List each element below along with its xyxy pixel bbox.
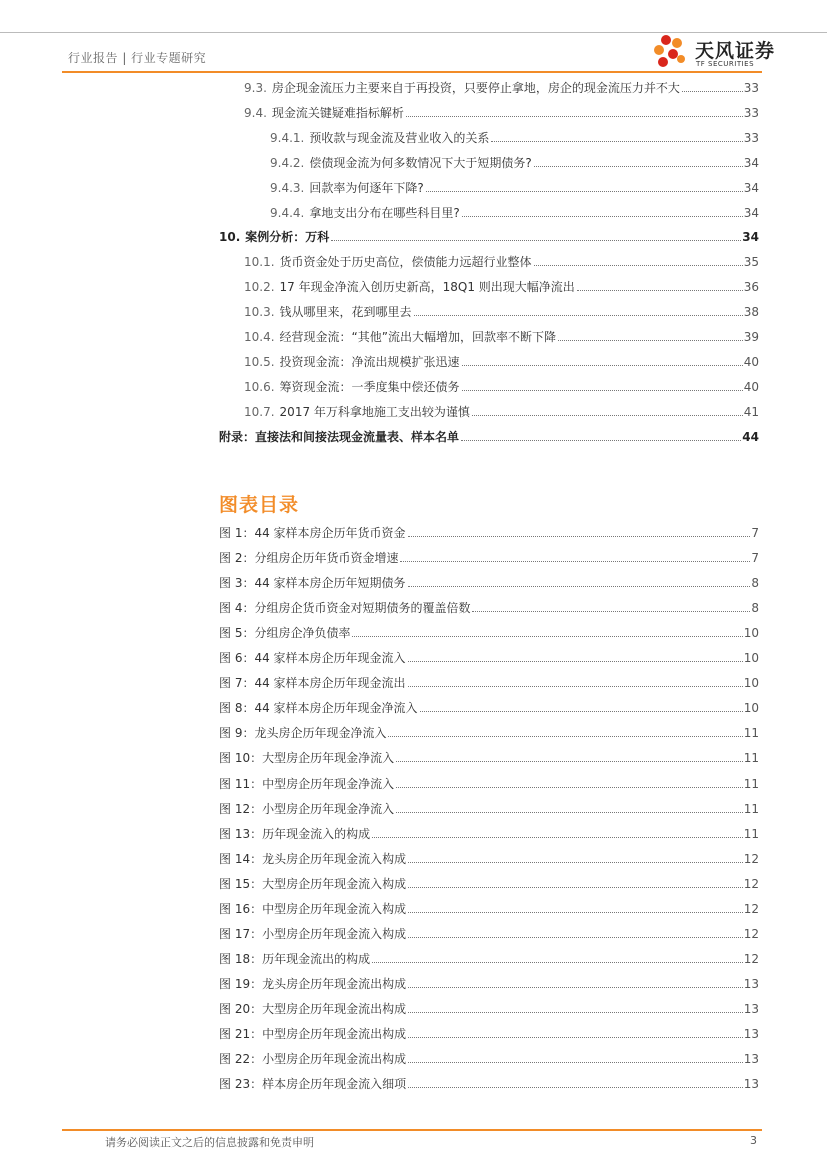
dot-leader <box>372 836 743 838</box>
toc-entry-number: 9.3. <box>244 81 267 95</box>
toc-entry[interactable] <box>244 254 759 270</box>
dot-leader <box>396 760 743 762</box>
footer-disclaimer: 请务必阅读正文之后的信息披露和免责申明 <box>105 1136 314 1149</box>
dot-leader <box>408 1086 743 1088</box>
toc-entry-page: 41 <box>743 404 759 419</box>
figure-entry[interactable] <box>219 1051 759 1067</box>
figure-entry[interactable] <box>219 675 759 691</box>
figure-entry-page: 12 <box>743 851 759 866</box>
figure-entry[interactable] <box>219 1026 759 1042</box>
toc-entry-title: 附录：直接法和间接法现金流量表、样本名单 <box>219 429 460 444</box>
figure-entry[interactable] <box>219 1076 759 1092</box>
toc-entry[interactable] <box>270 180 759 196</box>
toc-entry[interactable] <box>270 155 759 171</box>
dot-leader <box>400 560 750 562</box>
figure-entry-title: 图 17：小型房企历年现金流入构成 <box>219 926 407 941</box>
figure-entry-title: 图 11：中型房企历年现金净流入 <box>219 776 395 791</box>
toc-entry[interactable] <box>244 354 759 370</box>
header-rule <box>62 71 762 73</box>
dot-leader <box>408 886 743 888</box>
toc-entry-page: 34 <box>743 155 759 170</box>
toc-entry[interactable] <box>219 229 759 245</box>
dot-leader <box>462 364 743 366</box>
figure-entry[interactable] <box>219 951 759 967</box>
toc-entry[interactable] <box>244 279 759 295</box>
dot-leader <box>491 140 742 142</box>
figure-entry-title: 图 10：大型房企历年现金净流入 <box>219 751 395 766</box>
toc-entry[interactable] <box>244 329 759 345</box>
toc-entry[interactable] <box>244 80 759 96</box>
figure-entry-title: 图 22：小型房企历年现金流出构成 <box>219 1052 407 1067</box>
figure-entry-page: 10 <box>743 701 759 716</box>
toc-entry-page: 33 <box>743 105 759 120</box>
figure-entry-title: 图 23：样本房企历年现金流入细项 <box>219 1077 407 1092</box>
figure-entry-title: 图 5：分组房企净负债率 <box>219 626 351 641</box>
figure-entry-page: 12 <box>743 926 759 941</box>
dot-leader <box>408 1061 743 1063</box>
toc-entry-page: 40 <box>743 354 759 369</box>
toc-entry-number: 9.4.2. <box>270 155 305 170</box>
figure-entry-title: 图 8：44 家样本房企历年现金净流入 <box>219 701 418 716</box>
toc-entry-page: 34 <box>742 230 759 245</box>
toc-entry-page: 39 <box>743 330 759 344</box>
figure-entry-title: 图 14：龙头房企历年现金流入构成 <box>219 851 407 866</box>
toc-entry-title: 筹资现金流：一季度集中偿还债务 <box>279 379 460 394</box>
dot-leader <box>462 215 743 217</box>
toc-entry-page: 34 <box>743 180 759 195</box>
dot-leader <box>682 90 743 92</box>
dot-leader <box>408 1011 743 1013</box>
toc-entry-page: 34 <box>743 205 759 220</box>
dot-leader <box>426 190 743 192</box>
toc-entry-title: 投资现金流：净流出规模扩张迅速 <box>279 354 460 369</box>
figure-entry-title: 图 2：分组房企历年货币资金增速 <box>219 551 399 566</box>
figure-entry-title: 图 4：分组房企货币资金对短期债务的覆盖倍数 <box>219 601 471 616</box>
toc-entry-number: 10.5. <box>244 354 275 369</box>
toc-entry-title: 现金流关键疑难指标解析 <box>271 105 404 120</box>
toc-entry-number: 10.7. <box>244 404 275 419</box>
dot-leader <box>472 414 743 416</box>
figure-entry[interactable] <box>219 600 759 616</box>
toc-entry[interactable] <box>244 105 759 121</box>
figure-entry[interactable] <box>219 976 759 992</box>
toc-entry-page: 36 <box>743 280 759 295</box>
dot-leader <box>534 165 743 167</box>
figure-entry[interactable] <box>219 776 759 792</box>
logo-chinese-name: 天风证券 <box>695 40 776 62</box>
figures-section-title: 图表目录 <box>219 494 300 516</box>
figure-entry-title: 图 3：44 家样本房企历年短期债务 <box>219 576 406 591</box>
toc-entry-title: 经营现金流：“其他”流出大幅增加，回款率不断下降 <box>279 330 556 344</box>
figure-entry-page: 11 <box>743 826 759 841</box>
figure-entry-title: 图 9：龙头房企历年现金净流入 <box>219 726 387 741</box>
dot-leader <box>408 986 743 988</box>
figure-entry-title: 图 19：龙头房企历年现金流出构成 <box>219 976 407 991</box>
dot-leader <box>414 314 743 316</box>
figure-entry-title: 图 6：44 家样本房企历年现金流入 <box>219 651 406 666</box>
dot-leader <box>420 710 743 712</box>
toc-entry-title: 预收款与现金流及营业收入的关系 <box>309 130 490 145</box>
dot-leader <box>331 239 741 241</box>
toc-entry-title: 钱从哪里来，花到哪里去 <box>279 305 412 320</box>
dot-leader <box>396 786 743 788</box>
page-number: 3 <box>750 1134 757 1147</box>
company-logo <box>652 32 776 70</box>
toc-entry-number: 9.4.4. <box>270 205 305 220</box>
dot-leader <box>372 961 743 963</box>
dot-leader <box>408 936 743 938</box>
figure-entry-title: 图 12：小型房企历年现金净流入 <box>219 801 395 816</box>
dot-leader <box>408 685 743 687</box>
toc-entry-number: 10.1. <box>244 255 275 270</box>
dot-leader <box>408 1036 743 1038</box>
toc-entry[interactable] <box>244 379 759 395</box>
figure-entry[interactable] <box>219 625 759 641</box>
toc-entry[interactable] <box>219 429 759 445</box>
toc-entry-title: 案例分析：万科 <box>245 230 330 245</box>
toc-entry-number: 10.2. <box>244 280 275 295</box>
figure-entry-page: 13 <box>743 1027 759 1041</box>
figure-entry[interactable] <box>219 750 759 766</box>
figure-entry-page: 11 <box>743 751 759 766</box>
figure-entry[interactable] <box>219 700 759 716</box>
dot-leader <box>462 389 743 391</box>
dot-leader <box>408 585 751 587</box>
toc-entry[interactable] <box>244 304 759 320</box>
footer-rule <box>62 1129 762 1131</box>
dot-leader <box>408 911 743 913</box>
toc-entry[interactable] <box>244 404 759 420</box>
toc-entry-title: 拿地支出分布在哪些科目里? <box>309 205 460 220</box>
figure-entry[interactable] <box>219 525 759 541</box>
figure-entry-page: 13 <box>743 1001 759 1016</box>
figure-entry-page: 12 <box>743 876 759 891</box>
dot-leader <box>408 535 751 537</box>
figure-entry-title: 图 7：44 家样本房企历年现金流出 <box>219 676 406 691</box>
toc-entry-page: 33 <box>743 81 759 95</box>
figure-entry-title: 图 21：中型房企历年现金流出构成 <box>219 1027 407 1041</box>
figure-entry-title: 图 20：大型房企历年现金流出构成 <box>219 1001 407 1016</box>
figure-entry-page: 13 <box>743 976 759 991</box>
dot-leader <box>408 861 743 863</box>
figure-entry-page: 10 <box>743 626 759 641</box>
toc-entry-page: 40 <box>743 379 759 394</box>
dot-leader <box>577 289 743 291</box>
dot-leader <box>396 811 743 813</box>
toc-entry-page: 44 <box>742 429 759 444</box>
figure-entry-title: 图 18：历年现金流出的构成 <box>219 951 371 966</box>
toc-entry-number: 10. <box>219 230 241 245</box>
figure-entry-page: 12 <box>743 951 759 966</box>
toc-entry-number: 10.4. <box>244 330 275 344</box>
header-breadcrumb: 行业报告 | 行业专题研究 <box>68 51 207 65</box>
figure-entry[interactable] <box>219 725 759 741</box>
toc-entry-page: 35 <box>743 255 759 270</box>
figure-entry-page: 11 <box>743 776 759 791</box>
figure-entry[interactable] <box>219 826 759 842</box>
dot-leader <box>408 660 743 662</box>
figure-entry-page: 10 <box>743 676 759 691</box>
figure-entry[interactable] <box>219 901 759 917</box>
figure-entry[interactable] <box>219 926 759 942</box>
figure-entry-page: 10 <box>743 651 759 666</box>
figure-entry-title: 图 16：中型房企历年现金流入构成 <box>219 901 407 916</box>
figure-entry[interactable] <box>219 650 759 666</box>
figure-entry-page: 11 <box>743 726 759 741</box>
toc-entry-title: 2017 年万科拿地施工支出较为谨慎 <box>279 404 470 419</box>
figure-entry-title: 图 13：历年现金流入的构成 <box>219 826 371 841</box>
figure-entry-title: 图 1：44 家样本房企历年货币资金 <box>219 526 406 540</box>
toc-entry-page: 38 <box>743 305 759 320</box>
figure-entry[interactable] <box>219 851 759 867</box>
toc-entry-title: 17 年现金净流入创历史新高，18Q1 则出现大幅净流出 <box>279 280 575 295</box>
toc-entry-page: 33 <box>743 130 759 145</box>
figure-entry-page: 13 <box>743 1077 759 1092</box>
figure-entry[interactable] <box>219 1001 759 1017</box>
figure-entry-page: 13 <box>743 1052 759 1067</box>
figure-entry-page: 11 <box>743 801 759 816</box>
dot-leader <box>352 635 742 637</box>
figure-entry[interactable] <box>219 801 759 817</box>
toc-entry[interactable] <box>270 130 759 146</box>
toc-entry-title: 回款率为何逐年下降? <box>309 180 424 195</box>
figure-entry-page: 7 <box>751 551 759 566</box>
figure-entry-page: 8 <box>751 576 759 591</box>
toc-entry-title: 房企现金流压力主要来自于再投资，只要停止拿地，房企的现金流压力并不大 <box>271 81 680 95</box>
figure-entry-page: 12 <box>743 901 759 916</box>
logo-english-name: TF SECURITIES <box>696 60 755 68</box>
figure-entry[interactable] <box>219 575 759 591</box>
toc-entry-number: 10.6. <box>244 379 275 394</box>
toc-entry[interactable] <box>270 205 759 221</box>
figure-entry[interactable] <box>219 876 759 892</box>
dot-leader <box>406 115 743 117</box>
logo-flower-icon <box>652 32 694 72</box>
dot-leader <box>388 735 742 737</box>
toc-entry-title: 货币资金处于历史高位，偿债能力远超行业整体 <box>279 255 532 270</box>
figure-entry-page: 7 <box>751 526 759 540</box>
toc-entry-number: 10.3. <box>244 305 275 320</box>
figure-entry[interactable] <box>219 550 759 566</box>
figure-entry-title: 图 15：大型房企历年现金流入构成 <box>219 876 407 891</box>
toc-entry-number: 9.4.1. <box>270 130 305 145</box>
dot-leader <box>472 610 750 612</box>
toc-entry-number: 9.4.3. <box>270 180 305 195</box>
toc-entry-number: 9.4. <box>244 105 267 120</box>
dot-leader <box>461 439 741 441</box>
dot-leader <box>534 264 743 266</box>
toc-entry-title: 偿债现金流为何多数情况下大于短期债务? <box>309 155 532 170</box>
dot-leader <box>558 339 743 341</box>
figure-entry-page: 8 <box>751 601 759 616</box>
